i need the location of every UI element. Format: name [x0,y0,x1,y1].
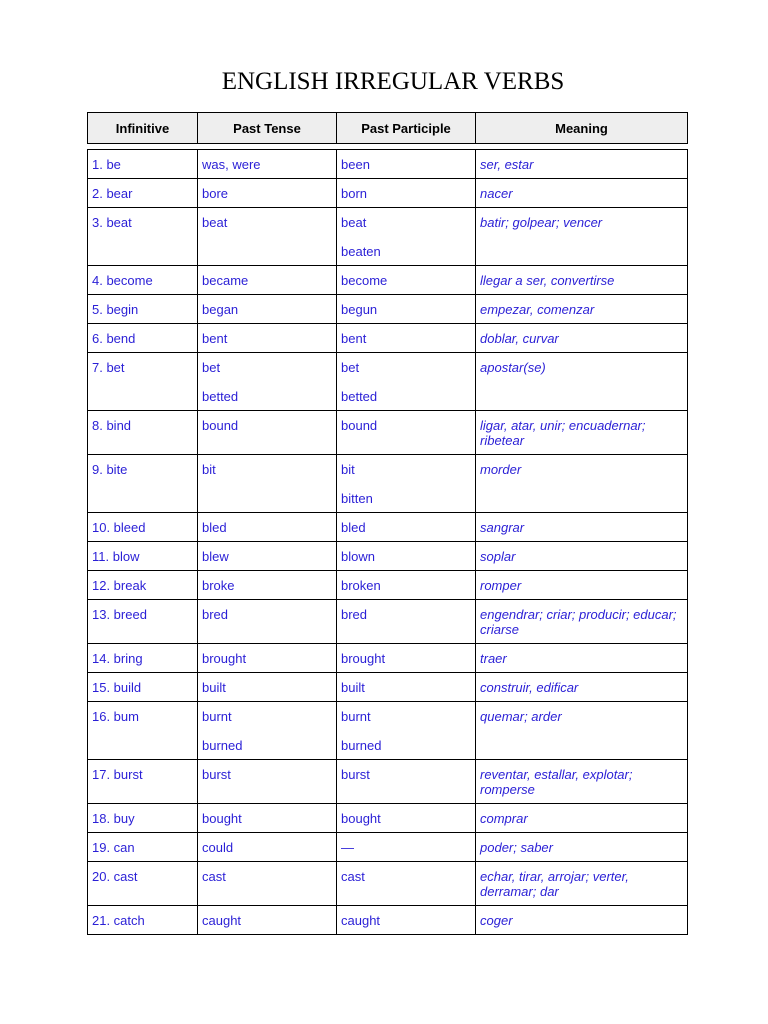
cell-meaning: reventar, estallar, explotar; romperse [476,760,688,804]
cell-past-tense [198,571,337,600]
cell-meaning: romper [476,571,688,600]
past-tense-form: bound [202,418,239,433]
cell-past-tense [198,862,337,906]
cell-meaning: ligar, atar, unir; encuadernar; ribetear [476,411,688,455]
past-tense-form: built [202,680,226,695]
past-tense-form: cast [202,869,226,884]
past-tense-form: was, were [202,157,261,172]
cell-past-tense [198,673,337,702]
header-past-participle: Past Participle [337,113,476,144]
cell-past-participle [337,644,476,673]
cell-past-tense [198,324,337,353]
cell-infinitive: 2. bear [88,179,198,208]
cell-past-participle [337,673,476,702]
cell-past-participle [337,266,476,295]
cell-past-tense [198,542,337,571]
table-row [88,804,688,833]
cell-meaning: comprar [476,804,688,833]
cell-past-tense [198,760,337,804]
past-tense-form: bent [202,331,228,346]
cell-past-tense [198,600,337,644]
table-row [88,906,688,935]
cell-past-tense [198,295,337,324]
past-participle-form: bitten [341,491,373,506]
past-participle-form: become [341,273,388,288]
past-tense-form: bore [202,186,229,201]
cell-meaning: engendrar; criar; producir; educar; criarse [476,600,688,644]
cell-infinitive: 21. catch [88,906,198,935]
cell-infinitive: 14. bring [88,644,198,673]
table-row [88,760,688,804]
past-participle-form: bought [341,811,381,826]
cell-infinitive: 4. become [88,266,198,295]
past-tense-form: burst [202,767,231,782]
past-tense-form: bled [202,520,227,535]
cell-past-participle [337,804,476,833]
cell-past-tense [198,455,337,513]
past-tense-form: began [202,302,239,317]
table-row [88,673,688,702]
cell-infinitive: 19. can [88,833,198,862]
cell-infinitive: 17. burst [88,760,198,804]
past-participle-form: brought [341,651,386,666]
cell-infinitive: 12. break [88,571,198,600]
cell-meaning: echar, tirar, arrojar; verter, derramar; dar [476,862,688,906]
table-row [88,179,688,208]
cell-past-tense [198,266,337,295]
cell-meaning: doblar, curvar [476,324,688,353]
table-header [87,112,688,144]
cell-meaning: poder; saber [476,833,688,862]
past-participle-form: bred [341,607,368,622]
cell-past-tense [198,833,337,862]
cell-meaning: quemar; arder [476,702,688,760]
cell-past-participle [337,542,476,571]
table-row [88,702,688,760]
cell-past-tense [198,353,337,411]
past-participle-form: betted [341,389,378,404]
table-row [88,571,688,600]
past-participle-form: beat [341,215,367,230]
cell-past-participle [337,295,476,324]
past-participle-form: blown [341,549,375,564]
table-row [88,295,688,324]
cell-past-participle [337,150,476,179]
cell-past-participle [337,571,476,600]
cell-infinitive: 18. buy [88,804,198,833]
cell-past-tense [198,644,337,673]
cell-past-tense [198,906,337,935]
past-tense-form: bred [202,607,229,622]
table-row [88,150,688,179]
cell-infinitive: 13. breed [88,600,198,644]
past-tense-form: caught [202,913,242,928]
cell-infinitive: 3. beat [88,208,198,266]
cell-infinitive: 11. blow [88,542,198,571]
cell-past-participle [337,702,476,760]
past-participle-form: bled [341,520,366,535]
cell-past-tense [198,513,337,542]
past-tense-form: bit [202,462,216,477]
cell-meaning: batir; golpear; vencer [476,208,688,266]
past-participle-form: burst [341,767,370,782]
past-participle-form: burned [341,738,382,753]
cell-meaning: nacer [476,179,688,208]
past-tense-form: broke [202,578,235,593]
table-row [88,862,688,906]
cell-past-participle [337,833,476,862]
cell-infinitive: 7. bet [88,353,198,411]
past-tense-form: beat [202,215,228,230]
past-tense-form: bet [202,360,221,375]
past-participle-form: begun [341,302,378,317]
past-tense-form: burned [202,738,243,753]
past-participle-form: born [341,186,368,201]
past-tense-form: bought [202,811,242,826]
header-past-tense: Past Tense [198,113,337,144]
cell-meaning: coger [476,906,688,935]
past-participle-form: — [341,840,354,855]
past-tense-form: brought [202,651,247,666]
header-meaning: Meaning [476,113,688,144]
cell-meaning: construir, edificar [476,673,688,702]
cell-infinitive: 8. bind [88,411,198,455]
past-participle-form: bound [341,418,378,433]
cell-past-tense [198,150,337,179]
table-row [88,266,688,295]
cell-past-participle [337,411,476,455]
cell-past-participle [337,906,476,935]
cell-past-tense [198,804,337,833]
past-tense-form: betted [202,389,239,404]
past-tense-form: became [202,273,249,288]
cell-meaning: sangrar [476,513,688,542]
cell-meaning: llegar a ser, convertirse [476,266,688,295]
cell-past-tense [198,702,337,760]
table-row [88,324,688,353]
cell-infinitive: 16. bum [88,702,198,760]
cell-past-participle [337,513,476,542]
cell-past-tense [198,208,337,266]
cell-past-participle [337,208,476,266]
cell-meaning: apostar(se) [476,353,688,411]
cell-past-participle [337,179,476,208]
past-participle-form: burnt [341,709,371,724]
cell-past-participle [337,353,476,411]
table-row [88,455,688,513]
cell-past-tense [198,179,337,208]
cell-meaning: soplar [476,542,688,571]
past-tense-form: blew [202,549,229,564]
table-row [88,353,688,411]
verbs-table [87,149,688,935]
header-infinitive: Infinitive [88,113,198,144]
cell-past-participle [337,600,476,644]
page-title: ENGLISH IRREGULAR VERBS [221,68,565,95]
table-row [88,833,688,862]
cell-meaning: ser, estar [476,150,688,179]
table-row [88,600,688,644]
table-row [88,644,688,673]
past-participle-form: beaten [341,244,381,259]
cell-infinitive: 1. be [88,150,198,179]
cell-infinitive: 10. bleed [88,513,198,542]
cell-meaning: morder [476,455,688,513]
cell-past-participle [337,760,476,804]
cell-infinitive: 5. begin [88,295,198,324]
table-row [88,513,688,542]
past-participle-form: broken [341,578,381,593]
cell-infinitive: 20. cast [88,862,198,906]
past-participle-form: cast [341,869,365,884]
cell-meaning: empezar, comenzar [476,295,688,324]
past-participle-form: been [341,157,370,172]
past-participle-form: bent [341,331,367,346]
past-tense-form: could [202,840,234,855]
past-participle-form: bet [341,360,360,375]
cell-infinitive: 9. bite [88,455,198,513]
table-row [88,411,688,455]
cell-infinitive: 6. bend [88,324,198,353]
past-participle-form: built [341,680,365,695]
cell-past-tense [198,411,337,455]
past-tense-form: burnt [202,709,232,724]
table-row [88,208,688,266]
past-participle-form: bit [341,462,355,477]
cell-meaning: traer [476,644,688,673]
cell-infinitive: 15. build [88,673,198,702]
past-participle-form: caught [341,913,381,928]
cell-past-participle [337,455,476,513]
table-row [88,542,688,571]
cell-past-participle [337,862,476,906]
cell-past-participle [337,324,476,353]
